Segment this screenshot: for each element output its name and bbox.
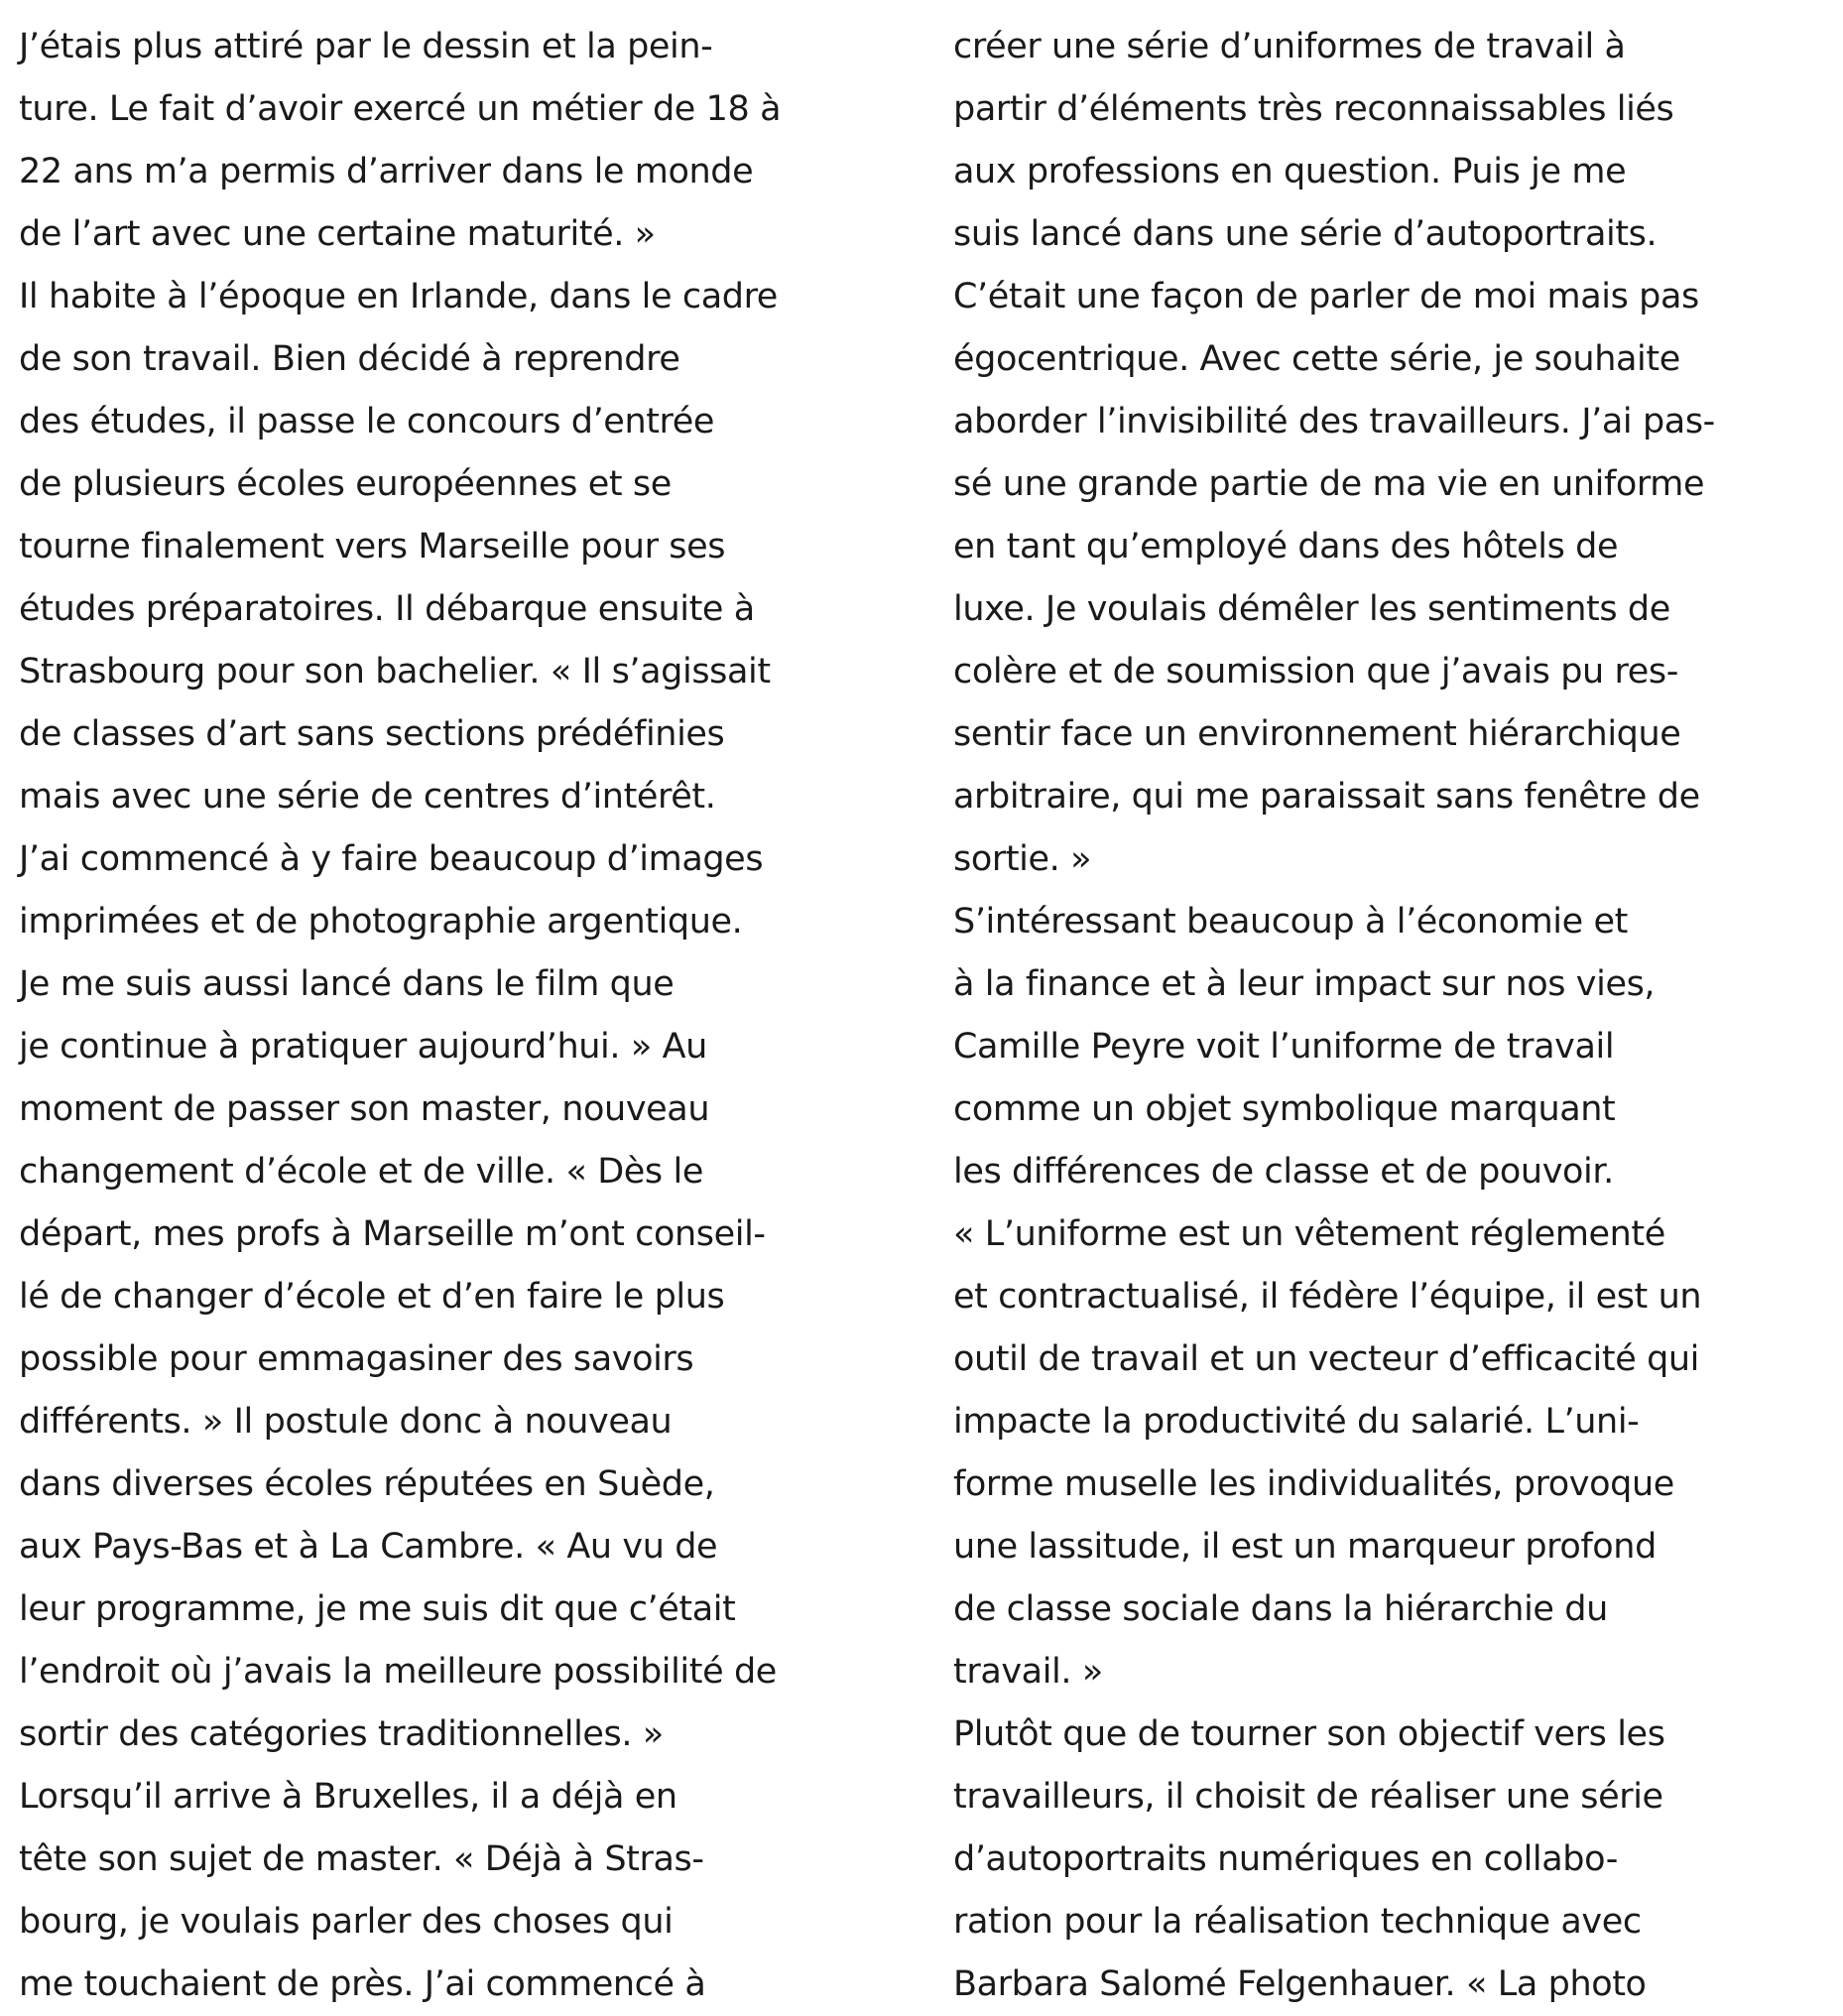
text-line: les différences de classe et de pouvoir. bbox=[953, 1152, 1614, 1192]
text-line: Barbara Salomé Felgenhauer. « La photo bbox=[953, 1964, 1647, 2004]
text-line: comme un objet symbolique marquant bbox=[953, 1089, 1616, 1129]
text-line: une lassitude, il est un marqueur profond bbox=[953, 1527, 1657, 1567]
text-line: impacte la productivité du salarié. L’uni- bbox=[953, 1402, 1640, 1442]
text-line: l’endroit où j’avais la meilleure possibilité de bbox=[19, 1652, 777, 1692]
text-line: de plusieurs écoles européennes et se bbox=[19, 464, 672, 504]
text-line: colère et de soumission que j’avais pu res- bbox=[953, 652, 1678, 692]
text-line: Plutôt que de tourner son objectif vers les bbox=[953, 1714, 1665, 1754]
text-line: aux professions en question. Puis je me bbox=[953, 152, 1627, 191]
text-line: sé une grande partie de ma vie en uniforme bbox=[953, 464, 1705, 504]
text-line: arbitraire, qui me paraissait sans fenêtre de bbox=[953, 777, 1700, 817]
text-line: dans diverses écoles réputées en Suède, bbox=[19, 1464, 715, 1504]
text-line: changement d’école et de ville. « Dès le bbox=[19, 1152, 703, 1192]
text-line: de classe sociale dans la hiérarchie du bbox=[953, 1589, 1608, 1629]
text-line: départ, mes profs à Marseille m’ont conseil- bbox=[19, 1214, 766, 1254]
text-line: J’ai commencé à y faire beaucoup d’images bbox=[19, 839, 764, 879]
text-line: outil de travail et un vecteur d’efficacité qui bbox=[953, 1339, 1699, 1379]
text-line: Je me suis aussi lancé dans le film que bbox=[19, 964, 675, 1004]
text-line: à la finance et à leur impact sur nos vies, bbox=[953, 964, 1656, 1004]
text-line: tête son sujet de master. « Déjà à Stras- bbox=[19, 1839, 704, 1879]
text-line: travail. » bbox=[953, 1652, 1103, 1692]
text-line: sentir face un environnement hiérarchique bbox=[953, 714, 1681, 754]
text-line: partir d’éléments très reconnaissables liés bbox=[953, 89, 1674, 129]
right-text-column bbox=[953, 16, 1826, 2016]
text-line: sortir des catégories traditionnelles. » bbox=[19, 1714, 664, 1754]
text-line: créer une série d’uniformes de travail à bbox=[953, 27, 1626, 66]
text-line: ture. Le fait d’avoir exercé un métier de 18 à bbox=[19, 89, 782, 129]
text-line: ration pour la réalisation technique avec bbox=[953, 1902, 1642, 1942]
text-line: sortie. » bbox=[953, 839, 1092, 879]
text-line: leur programme, je me suis dit que c’était bbox=[19, 1589, 736, 1629]
text-line: Camille Peyre voit l’uniforme de travail bbox=[953, 1027, 1615, 1067]
text-line: égocentrique. Avec cette série, je souhaite bbox=[953, 339, 1680, 379]
text-line: d’autoportraits numériques en collabo- bbox=[953, 1839, 1619, 1879]
text-line: et contractualisé, il fédère l’équipe, il est un bbox=[953, 1277, 1702, 1317]
text-line: S’intéressant beaucoup à l’économie et bbox=[953, 902, 1628, 942]
text-line: en tant qu’employé dans des hôtels de bbox=[953, 527, 1619, 567]
text-line: C’était une façon de parler de moi mais pas bbox=[953, 277, 1699, 316]
text-line: études préparatoires. Il débarque ensuite à bbox=[19, 589, 755, 629]
text-line: me touchaient de près. J’ai commencé à bbox=[19, 1964, 706, 2004]
text-line: aborder l’invisibilité des travailleurs. J’ai pas- bbox=[953, 402, 1715, 441]
text-line: bourg, je voulais parler des choses qui bbox=[19, 1902, 674, 1942]
text-line: « L’uniforme est un vêtement réglementé bbox=[953, 1214, 1665, 1254]
text-line: J’étais plus attiré par le dessin et la pein- bbox=[19, 27, 713, 66]
text-line: aux Pays-Bas et à La Cambre. « Au vu de bbox=[19, 1527, 718, 1567]
text-line: travailleurs, il choisit de réaliser une série bbox=[953, 1777, 1663, 1817]
text-line: imprimées et de photographie argentique. bbox=[19, 902, 743, 942]
text-line: possible pour emmagasiner des savoirs bbox=[19, 1339, 694, 1379]
text-line: Il habite à l’époque en Irlande, dans le cadre bbox=[19, 277, 778, 316]
text-line: luxe. Je voulais démêler les sentiments de bbox=[953, 589, 1670, 629]
text-line: Strasbourg pour son bachelier. « Il s’agissait bbox=[19, 652, 771, 692]
text-line: 22 ans m’a permis d’arriver dans le monde bbox=[19, 152, 754, 191]
text-line: mais avec une série de centres d’intérêt. bbox=[19, 777, 716, 817]
text-line: tourne finalement vers Marseille pour ses bbox=[19, 527, 726, 567]
text-line: moment de passer son master, nouveau bbox=[19, 1089, 710, 1129]
text-line: de son travail. Bien décidé à reprendre bbox=[19, 339, 680, 379]
text-line: de l’art avec une certaine maturité. » bbox=[19, 214, 656, 254]
text-line: de classes d’art sans sections prédéfinies bbox=[19, 714, 725, 754]
text-line: je continue à pratiquer aujourd’hui. » Au bbox=[19, 1027, 707, 1067]
left-text-column bbox=[19, 16, 892, 2016]
text-line: différents. » Il postule donc à nouveau bbox=[19, 1402, 673, 1442]
text-line: forme muselle les individualités, provoque bbox=[953, 1464, 1674, 1504]
text-line: des études, il passe le concours d’entrée bbox=[19, 402, 715, 441]
text-line: lé de changer d’école et d’en faire le plus bbox=[19, 1277, 725, 1317]
text-line: suis lancé dans une série d’autoportraits. bbox=[953, 214, 1658, 254]
text-line: Lorsqu’il arrive à Bruxelles, il a déjà en bbox=[19, 1777, 677, 1817]
